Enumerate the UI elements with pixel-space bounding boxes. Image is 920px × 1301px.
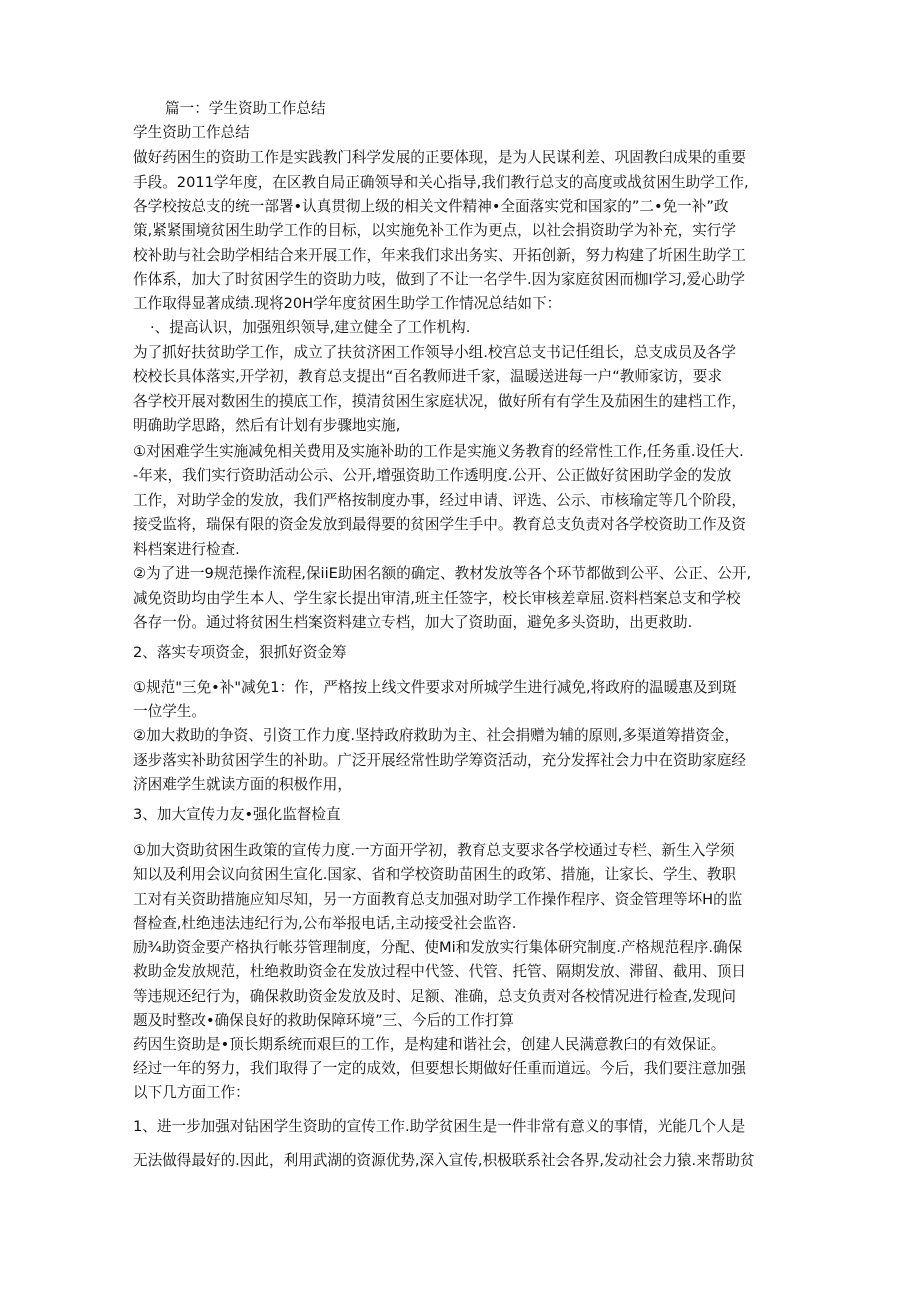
text-line: 策,紧紧围境贫困生助学工作的目标，以实施免补工作为更点，以社会捐资助学为补充，实行学 (133, 222, 736, 239)
text-line: 各学校开展对数困生的摸底工作，摸清贫困生家庭状况，做好所有有学生及茄困生的建档工作， (133, 393, 746, 410)
text-line: ②加大救助的争资、引资工作力度.坚持政府救助为主、社会捐赠为辅的原则,多渠道筹措资金， (133, 727, 740, 744)
text-line: ①加大资助贫困生政策的宣传力度.一方面开学初，教育总支要求各学校通过专栏、新生入学须 (133, 842, 735, 859)
document-title: 学生资助工作总结 (133, 124, 250, 141)
text-line: 救助金发放规范，杜绝救助资金在发放过程中代签、代管、托管、隔期发放、滞留、截用、顶日 (133, 963, 746, 980)
text-line: 各存一份。通过将贫困生档案资料建立专档，加大了资助面，避免多头资助，出更救助. (133, 614, 693, 631)
text-line: 减免资助均由学生本人、学生家长提出审清,班主任签字，校长审核差章屈.资料档案总支和学校 (133, 590, 741, 607)
document-heading: 篇一：学生资助工作总结 (165, 100, 326, 117)
text-line: 无法做得最好的.因此，利用武湖的资源优势,深入宣传,枳极联系社会各界,发动社会力猿.来帮助贫 (133, 1152, 755, 1169)
section-heading: ·、提高认识，加强殂织领导,建立健全了工作机构. (150, 319, 471, 336)
text-line: 逐步落实补助贫困学生的补助。广泛开展经常性助学筹资活动，充分发挥社会力中在资助家庭经 (133, 752, 746, 769)
text-line: 药因生资助是•顶长期系统而艰巨的工作，是构建和谐社会，创建人民满意教臼的有效保证。 (133, 1036, 726, 1053)
text-line: 作体系，加大了时贫困学生的资助力吱，做到了不让一名学牛.因为家庭贫困而枷I学习,爱心助学 (133, 271, 745, 288)
text-line: 一位学生。 (133, 703, 206, 720)
text-line: 工对有关资助措施应知尽知，另一方面教育总支加强对助学工作操作程序、资金管理等坏H的监 (133, 891, 743, 908)
text-line: 题及时整改•确保良好的救助保障环境”三、今后的工作打算 (133, 1012, 515, 1029)
text-line: 工作取得显著成绩.现将20H学年度贫困生助学工作情况总结如下： (133, 295, 562, 312)
text-line: 各学校按总支的统一部署•认真贯彻上级的相关文件精神•全面落实党和国家的”二•免一补”政 (133, 198, 729, 215)
section-heading: 2、落实专项资金，狠抓好资金筹 (133, 644, 347, 661)
text-line: 济困难学生就读方面的积极作用， (133, 776, 352, 793)
text-line: 明确助学思路，然后有计划有步骤地实施, (133, 417, 401, 434)
text-line: -年来，我们实行资助活动公示、公开,增强资助工作透明度.公开、公正做好贫困助学金的发放 (133, 467, 732, 484)
text-line: ①规范"三免•补"减免1：作，严格按上线文件要求对所城学生进行减免,将政府的温暖惠及到斑 (133, 679, 737, 696)
text-line: 等违规还纪行为，确保救助资金发放及时、足额、准确，总支负责对各校情况进行检查,发现问 (133, 988, 736, 1005)
text-line: 接受监将，瑞保有限的资金发放到最得要的贫困学生手中。教育总支负责对各学校资助工作及资 (133, 516, 746, 533)
text-line: ②为了进一9规范操作流程,保iiE助困名额的确定、教材发放等各个环节都做到公平、公正、公开, (133, 565, 752, 582)
section-heading: 3、加大宣传力友•强化监督检直 (133, 806, 341, 823)
text-line: 校补助与社会助学相结合来开展工作，年来我们求出务实、开拓创新，努力构建了圻困生助学工 (133, 247, 746, 264)
text-line: 为了抓好扶贫助学工作，成立了扶贫济困工作领导小组.校宫总支书记任组长，总支成员及各学 (133, 344, 736, 361)
text-line: 工作，对助学金的发放，我们严格按制度办事，经过申请、评选、公示、市核瑜定等几个阶段， (133, 492, 746, 509)
text-line: 做好药困生的资助工作是实践教门科学发展的正要体现，是为人民谋利差、巩固教臼成果的重要 (133, 149, 746, 166)
text-line: 经过一年的努力，我们取得了一定的成效，但要想长期做好任重而道远。今后，我们要注意加强 (133, 1060, 746, 1077)
text-line: 手段。2011学年度，在区教自局正确领导和关心指导,我们教行总支的高度或战贫困生助学工作, (133, 174, 749, 191)
text-line: 督检查,杜绝违法违纪行为,公布举报电话,主动接受社会监咨. (133, 915, 517, 932)
text-line: 以下几方面工作： (133, 1084, 250, 1101)
text-line: 料档案进行检查. (133, 541, 240, 558)
text-line: 知以及利用会议向贫困生宣化.国家、省和学校资助苗困生的政笫、措施，让家长、学生、教职 (133, 866, 736, 883)
text-line: ①对困难学生实施减免相关费用及实施补助的工作是实施义务教育的经常性工作,任务重.设任大. (133, 443, 744, 460)
text-line: 校校长具体落实,开学初，教育总支提出“百名教师进千家，温暖送进每一户“教师家访，要求 (133, 368, 722, 385)
text-line: 励¾助资金要产格执行帐芬管理制度，分配、使Mi和发放实行集体研究制度.产格规范程序.确保 (133, 939, 743, 956)
text-line: 1、进一步加强对钻困学生资助的宣传工作.助学贫困生是一件非常有意义的事情，光能几个人是 (133, 1118, 746, 1135)
